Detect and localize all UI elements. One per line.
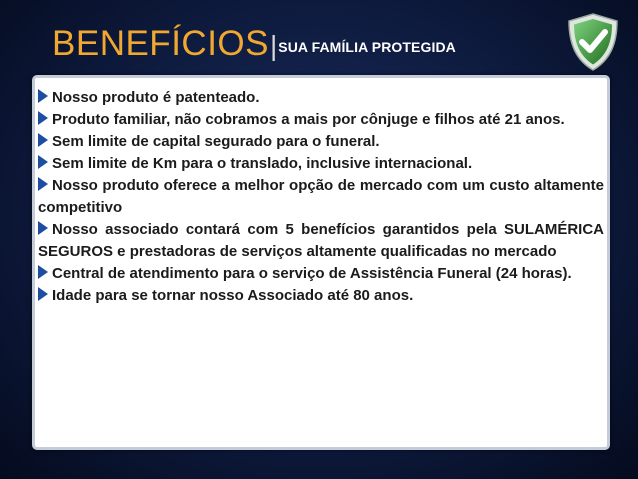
list-item [38,285,604,307]
list-item [38,219,604,263]
list-item-text: Idade para se tornar nosso Associado até 80 anos. [52,287,414,304]
triangle-bullet-icon [38,155,48,169]
triangle-bullet-icon [38,221,48,235]
list-item-text: Central de atendimento para o serviço de Assistência Funeral (24 horas). [52,265,572,282]
triangle-bullet-icon [38,177,48,191]
list-item [38,175,604,219]
list-item [38,131,604,153]
list-item-text: Nosso produto oferece a melhor opção de mercado com um custo altamente competitivo [38,177,604,216]
title-separator: | [269,30,278,61]
triangle-bullet-icon [38,287,48,301]
triangle-bullet-icon [38,265,48,279]
list-item-text: Sem limite de Km para o translado, inclusive internacional. [52,155,473,172]
list-item [38,109,604,131]
list-item [38,153,604,175]
slide-header [52,22,456,62]
list-item-text: Nosso produto é patenteado. [52,89,260,106]
shield-check-icon [565,12,621,72]
list-item [38,263,604,285]
list-item-text: Sem limite de capital segurado para o funeral. [52,133,380,150]
triangle-bullet-icon [38,89,48,103]
triangle-bullet-icon [38,111,48,125]
slide-subtitle: SUA FAMÍLIA PROTEGIDA [278,39,456,55]
list-item-text: Nosso associado contará com 5 benefícios garantidos pela SULAMÉRICA SEGUROS e prestadoras de serviços altamente qualificadas no mercado [38,221,604,260]
list-item-text: Produto familiar, não cobramos a mais por cônjuge e filhos até 21 anos. [52,111,565,128]
benefit-list [38,87,604,307]
content-box [32,75,610,450]
list-item [38,87,604,109]
triangle-bullet-icon [38,133,48,147]
slide-title: BENEFÍCIOS [52,24,269,63]
